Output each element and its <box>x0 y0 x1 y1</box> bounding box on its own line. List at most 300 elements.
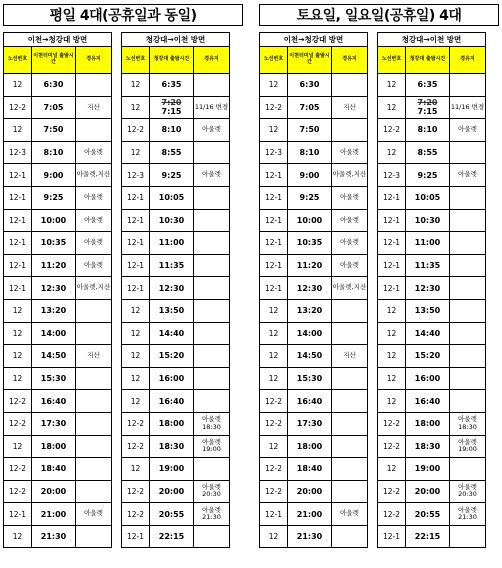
time-cell: 11:00 <box>150 232 194 255</box>
via-cell <box>332 412 368 435</box>
panel-title: 평일 4대(공휴일과 동일) <box>3 4 243 26</box>
table-row <box>4 525 112 548</box>
via-cell: 아울렛 20:30 <box>194 480 230 503</box>
time-cell: 21:00 <box>288 503 332 526</box>
table-row <box>260 141 368 164</box>
route-cell: 12-2 <box>122 503 150 526</box>
via-cell: 아울렛 18:30 <box>450 412 486 435</box>
time-cell: 15:20 <box>150 345 194 368</box>
time-cell: 8:10 <box>406 119 450 142</box>
via-cell <box>76 480 112 503</box>
time-cell: 8:10 <box>288 141 332 164</box>
time-cell: 11:35 <box>150 254 194 277</box>
time-cell: 14:00 <box>32 322 76 345</box>
table-row <box>378 209 486 232</box>
via-cell: 아울렛 <box>76 209 112 232</box>
direction-header: 이천→청강대 방면 <box>260 33 368 47</box>
time-cell: 16:40 <box>32 390 76 413</box>
time-cell <box>150 96 194 119</box>
table-row <box>378 164 486 187</box>
new-time: 7:15 <box>161 107 182 117</box>
table-row <box>260 254 368 277</box>
time-cell: 20:55 <box>406 503 450 526</box>
via-cell <box>450 186 486 209</box>
route-header: 노선번호 <box>122 47 150 74</box>
table-row <box>378 186 486 209</box>
via-cell <box>450 525 486 548</box>
time-cell: 9:00 <box>32 164 76 187</box>
time-cell: 16:00 <box>406 367 450 390</box>
table-row <box>4 119 112 142</box>
via-cell <box>194 390 230 413</box>
time-cell: 17:30 <box>32 412 76 435</box>
time-cell: 6:30 <box>32 74 76 97</box>
route-cell: 12 <box>4 119 32 142</box>
table-row <box>122 525 230 548</box>
via-cell <box>332 74 368 97</box>
time-cell: 11:35 <box>406 254 450 277</box>
route-cell: 12-2 <box>122 412 150 435</box>
table-row <box>122 186 230 209</box>
table-row <box>260 277 368 300</box>
route-cell: 12-1 <box>4 209 32 232</box>
old-time: 7:20 <box>161 98 182 108</box>
table-row <box>122 209 230 232</box>
via-cell <box>194 277 230 300</box>
table-row <box>260 458 368 481</box>
via-cell <box>450 458 486 481</box>
route-cell: 12-1 <box>122 254 150 277</box>
table-row <box>378 480 486 503</box>
via-cell <box>332 435 368 458</box>
time-cell: 18:40 <box>288 458 332 481</box>
via-cell <box>332 119 368 142</box>
time-cell: 10:00 <box>288 209 332 232</box>
route-cell: 12-1 <box>122 525 150 548</box>
route-cell: 12-1 <box>122 277 150 300</box>
table-row <box>4 458 112 481</box>
time-cell: 12:30 <box>150 277 194 300</box>
route-cell: 12-2 <box>260 96 288 119</box>
table-row <box>122 141 230 164</box>
table-row <box>260 299 368 322</box>
table-row <box>122 435 230 458</box>
table-row <box>122 277 230 300</box>
via-cell <box>450 141 486 164</box>
via-cell <box>76 322 112 345</box>
time-cell: 18:00 <box>288 435 332 458</box>
time-cell: 20:00 <box>32 480 76 503</box>
via-cell <box>194 232 230 255</box>
via-cell <box>450 367 486 390</box>
route-cell: 12 <box>260 74 288 97</box>
time-cell: 16:40 <box>150 390 194 413</box>
via-cell: 아울렛 19:00 <box>194 435 230 458</box>
time-cell: 17:30 <box>288 412 332 435</box>
via-cell: 아울렛 <box>76 254 112 277</box>
via-cell <box>332 322 368 345</box>
time-cell: 20:00 <box>288 480 332 503</box>
route-cell: 12 <box>122 458 150 481</box>
route-cell: 12 <box>260 345 288 368</box>
via-cell <box>332 458 368 481</box>
table-row <box>122 96 230 119</box>
via-cell: 지산 <box>76 96 112 119</box>
route-cell: 12 <box>122 74 150 97</box>
time-cell: 11:00 <box>406 232 450 255</box>
route-cell: 12 <box>122 390 150 413</box>
table-row <box>378 322 486 345</box>
via-cell <box>194 525 230 548</box>
via-cell: 지산 <box>76 345 112 368</box>
weekday-panel <box>3 4 243 542</box>
via-header: 경유지 <box>194 47 230 74</box>
route-cell: 12-1 <box>378 525 406 548</box>
time-cell: 8:55 <box>150 141 194 164</box>
table-row <box>4 322 112 345</box>
route-cell: 12 <box>378 458 406 481</box>
time-cell: 9:25 <box>288 186 332 209</box>
table-row <box>260 390 368 413</box>
route-cell: 12 <box>4 345 32 368</box>
time-cell: 19:00 <box>406 458 450 481</box>
via-cell: 아울렛,지산 <box>76 277 112 300</box>
via-cell <box>332 390 368 413</box>
table-row <box>378 299 486 322</box>
via-cell <box>450 277 486 300</box>
table-row <box>122 254 230 277</box>
via-cell: 아울렛 <box>76 141 112 164</box>
via-cell <box>194 367 230 390</box>
via-cell <box>450 390 486 413</box>
time-cell: 13:50 <box>150 299 194 322</box>
table-row <box>4 209 112 232</box>
via-cell: 아울렛 <box>332 232 368 255</box>
route-cell: 12 <box>4 74 32 97</box>
route-cell: 12-1 <box>378 186 406 209</box>
outbound-table <box>259 32 368 548</box>
table-row <box>260 367 368 390</box>
table-row <box>4 390 112 413</box>
route-cell: 12 <box>260 367 288 390</box>
route-cell: 12 <box>260 322 288 345</box>
table-row <box>122 74 230 97</box>
route-cell: 12-1 <box>4 503 32 526</box>
departure-header: 청강대 출발시간 <box>150 47 194 74</box>
table-row <box>378 141 486 164</box>
time-cell: 14:40 <box>150 322 194 345</box>
time-cell: 8:10 <box>150 119 194 142</box>
table-row <box>378 458 486 481</box>
via-cell <box>332 480 368 503</box>
table-row <box>4 367 112 390</box>
route-cell: 12-2 <box>378 119 406 142</box>
route-cell: 12-3 <box>4 141 32 164</box>
time-cell: 8:10 <box>32 141 76 164</box>
table-row <box>260 119 368 142</box>
table-row <box>378 412 486 435</box>
outbound-table <box>3 32 112 548</box>
route-cell: 12 <box>122 367 150 390</box>
time-cell: 18:40 <box>32 458 76 481</box>
via-cell <box>332 299 368 322</box>
via-cell: 아울렛 <box>332 186 368 209</box>
time-cell: 18:30 <box>406 435 450 458</box>
new-time: 7:15 <box>417 107 438 117</box>
table-row <box>122 164 230 187</box>
via-header: 경유지 <box>332 47 368 74</box>
time-cell: 18:30 <box>150 435 194 458</box>
table-row <box>122 367 230 390</box>
departure-header: 이천터미널 출발시간 <box>288 47 332 74</box>
table-row <box>4 141 112 164</box>
via-cell: 아울렛 <box>76 232 112 255</box>
time-cell: 14:40 <box>406 322 450 345</box>
route-cell: 12-1 <box>260 503 288 526</box>
table-row <box>122 119 230 142</box>
time-cell: 13:50 <box>406 299 450 322</box>
time-cell <box>406 96 450 119</box>
route-cell: 12-2 <box>4 96 32 119</box>
via-cell <box>194 74 230 97</box>
table-row <box>4 345 112 368</box>
via-cell: 아울렛 <box>76 186 112 209</box>
via-cell <box>450 74 486 97</box>
time-cell: 7:50 <box>32 119 76 142</box>
table-row <box>260 96 368 119</box>
route-cell: 12 <box>4 299 32 322</box>
table-row <box>378 435 486 458</box>
route-cell: 12-2 <box>4 480 32 503</box>
time-cell: 15:20 <box>406 345 450 368</box>
time-cell: 12:30 <box>406 277 450 300</box>
route-cell: 12-2 <box>260 480 288 503</box>
via-cell: 아울렛 <box>332 209 368 232</box>
route-cell: 12 <box>122 345 150 368</box>
via-cell: 아울렛 <box>450 119 486 142</box>
time-cell: 10:30 <box>150 209 194 232</box>
via-cell <box>194 254 230 277</box>
time-cell: 21:30 <box>32 525 76 548</box>
route-cell: 12-1 <box>260 186 288 209</box>
time-cell: 20:00 <box>406 480 450 503</box>
route-cell: 12-2 <box>378 503 406 526</box>
route-cell: 12-2 <box>4 412 32 435</box>
route-header: 노선번호 <box>4 47 32 74</box>
table-row <box>4 435 112 458</box>
time-cell: 12:30 <box>32 277 76 300</box>
via-cell <box>450 209 486 232</box>
route-cell: 12-1 <box>122 209 150 232</box>
table-row <box>4 254 112 277</box>
time-cell: 18:00 <box>406 412 450 435</box>
via-cell: 아울렛 <box>450 164 486 187</box>
table-row <box>4 277 112 300</box>
table-row <box>378 119 486 142</box>
table-row <box>4 412 112 435</box>
via-cell <box>194 209 230 232</box>
time-cell: 9:00 <box>288 164 332 187</box>
via-cell: 아울렛 21:30 <box>450 503 486 526</box>
table-row <box>260 525 368 548</box>
table-row <box>4 480 112 503</box>
time-cell: 18:00 <box>150 412 194 435</box>
route-cell: 12-1 <box>4 254 32 277</box>
via-cell <box>194 345 230 368</box>
table-row <box>122 345 230 368</box>
time-cell: 20:00 <box>150 480 194 503</box>
weekend-panel <box>259 4 499 542</box>
time-cell: 22:15 <box>406 525 450 548</box>
table-row <box>4 74 112 97</box>
route-header: 노선번호 <box>378 47 406 74</box>
table-row <box>260 232 368 255</box>
table-row <box>378 96 486 119</box>
table-row <box>260 480 368 503</box>
route-cell: 12-2 <box>378 480 406 503</box>
via-cell: 아울렛 19:00 <box>450 435 486 458</box>
via-cell: 11/16 변경 <box>194 96 230 119</box>
route-cell: 12-3 <box>260 141 288 164</box>
route-cell: 12-2 <box>4 390 32 413</box>
route-header: 노선번호 <box>260 47 288 74</box>
via-cell: 아울렛 20:30 <box>450 480 486 503</box>
via-cell <box>194 186 230 209</box>
time-cell: 13:20 <box>288 299 332 322</box>
table-row <box>4 503 112 526</box>
route-cell: 12-3 <box>122 164 150 187</box>
table-row <box>378 367 486 390</box>
via-cell: 아울렛 <box>76 503 112 526</box>
via-cell <box>76 458 112 481</box>
route-cell: 12-1 <box>122 232 150 255</box>
time-cell: 8:55 <box>406 141 450 164</box>
table-row <box>260 412 368 435</box>
return-table <box>121 32 230 548</box>
via-cell <box>76 119 112 142</box>
via-cell: 아울렛 21:30 <box>194 503 230 526</box>
time-cell: 7:50 <box>288 119 332 142</box>
route-cell: 12-2 <box>378 412 406 435</box>
route-cell: 12-1 <box>260 277 288 300</box>
via-cell: 지산 <box>332 345 368 368</box>
route-cell: 12 <box>4 525 32 548</box>
route-cell: 12 <box>122 322 150 345</box>
route-cell: 12-2 <box>122 480 150 503</box>
route-cell: 12-2 <box>260 390 288 413</box>
route-cell: 12 <box>260 119 288 142</box>
time-cell: 12:30 <box>288 277 332 300</box>
via-cell <box>332 525 368 548</box>
route-cell: 12-1 <box>122 186 150 209</box>
table-row <box>260 186 368 209</box>
via-cell: 아울렛,지산 <box>332 164 368 187</box>
time-cell: 21:00 <box>32 503 76 526</box>
table-row <box>4 164 112 187</box>
time-cell: 7:05 <box>288 96 332 119</box>
direction-header: 청강대→이천 방면 <box>122 33 230 47</box>
time-cell: 21:30 <box>288 525 332 548</box>
route-cell: 12 <box>378 322 406 345</box>
panel-title: 토요일, 일요일(공휴일) 4대 <box>259 4 499 26</box>
time-cell: 14:50 <box>288 345 332 368</box>
route-cell: 12-1 <box>378 232 406 255</box>
via-header: 경유지 <box>76 47 112 74</box>
table-row <box>260 74 368 97</box>
time-cell: 6:30 <box>288 74 332 97</box>
route-cell: 12 <box>122 299 150 322</box>
via-cell <box>450 345 486 368</box>
table-row <box>378 232 486 255</box>
route-cell: 12-1 <box>260 254 288 277</box>
table-row <box>378 74 486 97</box>
route-cell: 12-2 <box>4 458 32 481</box>
via-cell: 아울렛 <box>194 164 230 187</box>
via-cell: 아울렛,지산 <box>332 277 368 300</box>
time-cell: 7:05 <box>32 96 76 119</box>
via-cell <box>450 322 486 345</box>
via-cell: 아울렛 <box>194 119 230 142</box>
time-cell: 19:00 <box>150 458 194 481</box>
return-table <box>377 32 486 548</box>
route-cell: 12-2 <box>122 435 150 458</box>
route-cell: 12 <box>378 367 406 390</box>
time-cell: 10:30 <box>406 209 450 232</box>
route-cell: 12-1 <box>4 277 32 300</box>
via-cell <box>332 367 368 390</box>
via-cell <box>450 232 486 255</box>
route-cell: 12 <box>4 322 32 345</box>
table-row <box>260 503 368 526</box>
route-cell: 12-1 <box>260 209 288 232</box>
route-cell: 12 <box>378 74 406 97</box>
route-cell: 12 <box>4 367 32 390</box>
route-cell: 12-2 <box>378 435 406 458</box>
time-cell: 6:35 <box>406 74 450 97</box>
via-cell <box>194 458 230 481</box>
route-cell: 12 <box>260 299 288 322</box>
table-row <box>122 390 230 413</box>
time-cell: 10:35 <box>288 232 332 255</box>
time-cell: 10:05 <box>406 186 450 209</box>
via-cell <box>194 141 230 164</box>
table-row <box>122 480 230 503</box>
route-cell: 12-1 <box>260 164 288 187</box>
departure-header: 이천터미널 출발시간 <box>32 47 76 74</box>
time-cell: 9:25 <box>32 186 76 209</box>
via-cell <box>76 525 112 548</box>
time-cell: 18:00 <box>32 435 76 458</box>
table-row <box>122 232 230 255</box>
route-cell: 12-1 <box>378 209 406 232</box>
route-cell: 12-2 <box>260 458 288 481</box>
time-cell: 14:50 <box>32 345 76 368</box>
route-cell: 12-3 <box>378 164 406 187</box>
table-row <box>4 186 112 209</box>
via-cell <box>194 322 230 345</box>
via-cell <box>76 435 112 458</box>
via-cell: 아울렛,지산 <box>76 164 112 187</box>
time-cell: 10:00 <box>32 209 76 232</box>
via-cell <box>76 412 112 435</box>
time-cell: 13:20 <box>32 299 76 322</box>
route-cell: 12-1 <box>378 254 406 277</box>
departure-header: 청강대 출발시간 <box>406 47 450 74</box>
table-row <box>378 525 486 548</box>
time-cell: 16:40 <box>406 390 450 413</box>
time-cell: 9:25 <box>150 164 194 187</box>
table-row <box>4 232 112 255</box>
